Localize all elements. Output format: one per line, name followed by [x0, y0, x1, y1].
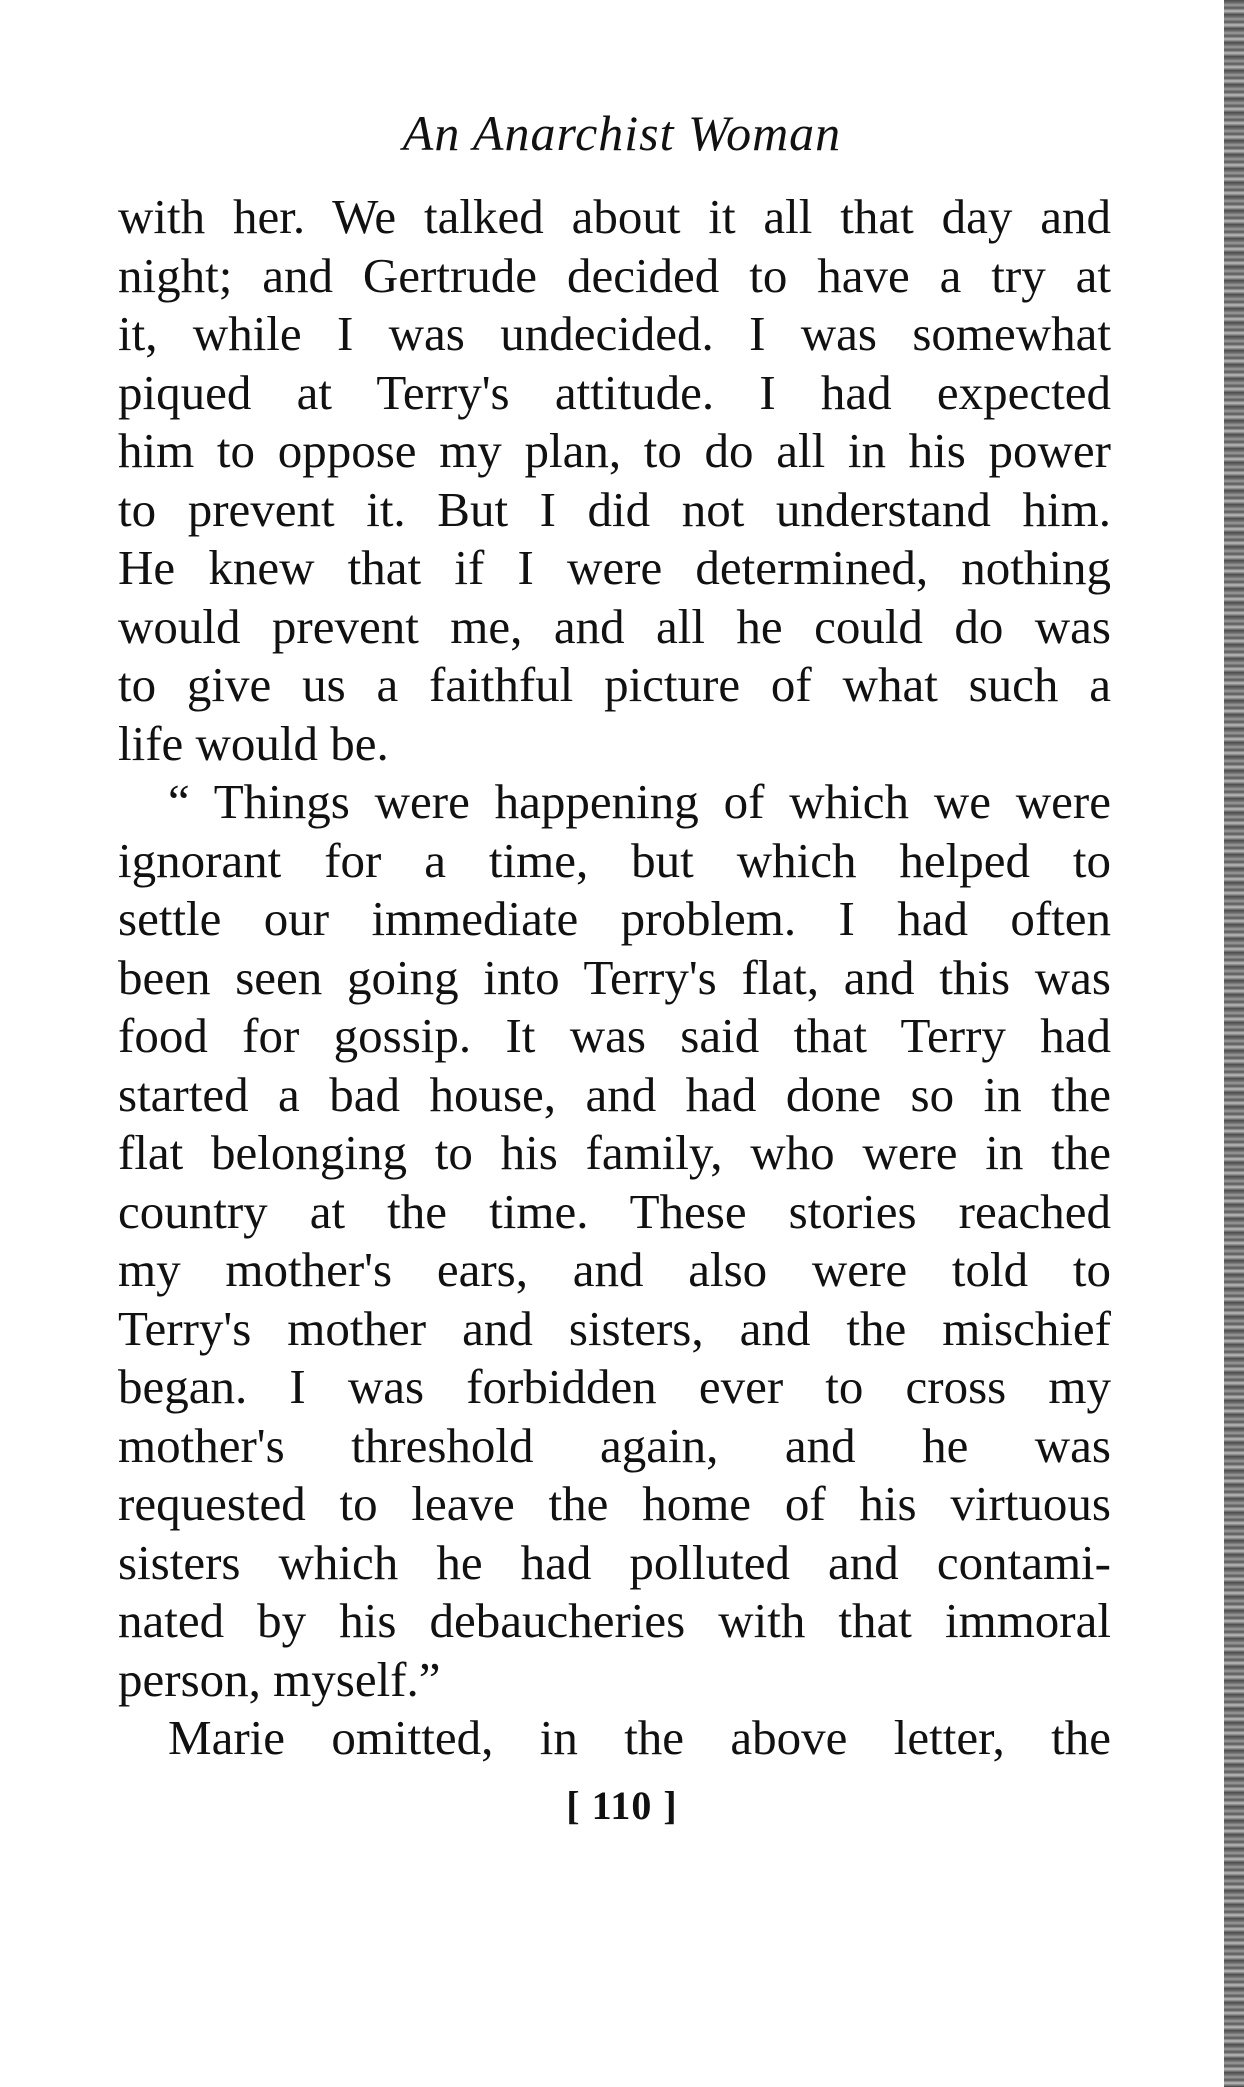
text-line: to prevent it. But I did not understand him.: [118, 481, 1111, 537]
text-line: mother's threshold again, and he was: [118, 1417, 1111, 1473]
text-line: my mother's ears, and also were told to: [118, 1242, 1111, 1297]
text-line: him to oppose my plan, to do all in his power: [118, 423, 1111, 478]
text-line: with her. We talked about it all that day and: [118, 189, 1111, 244]
text-line: would prevent me, and all he could do was: [118, 598, 1111, 654]
text-line: sisters which he had polluted and contami-: [118, 1534, 1111, 1590]
text-line: night; and Gertrude decided to have a try at: [118, 247, 1111, 303]
text-line: piqued at Terry's attitude. I had expected: [118, 364, 1111, 420]
text-line: He knew that if I were determined, nothing: [118, 540, 1111, 595]
book-binding-edge: [1224, 0, 1244, 2087]
text-line: life would be.: [118, 715, 389, 771]
text-line: ignorant for a time, but which helped to: [118, 832, 1111, 888]
text-line: Marie omitted, in the above letter, the: [168, 1710, 1111, 1765]
text-line: “ Things were happening of which we were: [168, 774, 1111, 829]
text-line: started a bad house, and had done so in the: [118, 1066, 1111, 1122]
text-line: began. I was forbidden ever to cross my: [118, 1359, 1111, 1414]
text-line: it, while I was undecided. I was somewhat: [118, 306, 1111, 361]
text-line: to give us a faithful picture of what such a: [118, 657, 1111, 712]
text-line: person, myself.”: [118, 1651, 441, 1707]
text-line: flat belonging to his family, who were in the: [118, 1125, 1111, 1180]
text-line: country at the time. These stories reached: [118, 1183, 1111, 1239]
text-line: nated by his debaucheries with that immoral: [118, 1593, 1111, 1648]
running-head-title: An Anarchist Woman: [402, 105, 842, 161]
body-text: [118, 188, 1111, 1768]
text-line: been seen going into Terry's flat, and this was: [118, 949, 1111, 1005]
text-line: requested to leave the home of his virtuous: [118, 1476, 1111, 1531]
text-line: Terry's mother and sisters, and the mischief: [118, 1300, 1111, 1356]
text-line: settle our immediate problem. I had often: [118, 891, 1111, 946]
page-number: [ 110 ]: [566, 1783, 678, 1828]
text-line: food for gossip. It was said that Terry had: [118, 1008, 1111, 1063]
